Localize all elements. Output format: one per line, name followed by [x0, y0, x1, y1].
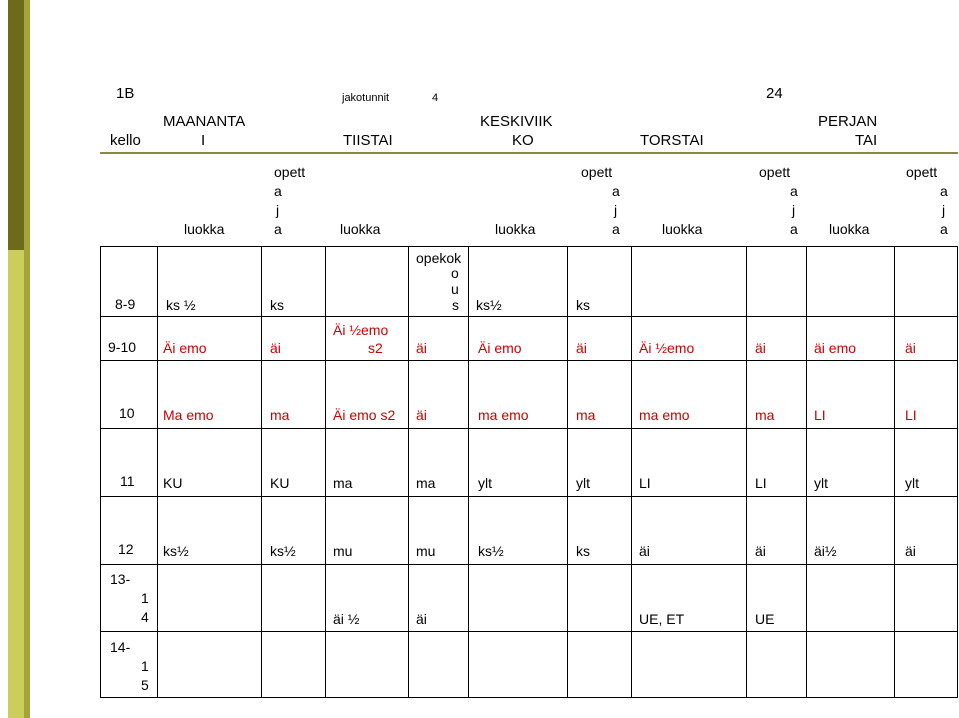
opett-text: a	[790, 183, 798, 199]
opekokous-text: o	[451, 265, 459, 281]
opett-text: opett	[581, 164, 613, 180]
thursday-header: TORSTAI	[640, 132, 704, 149]
opett-text: a	[274, 183, 282, 199]
luokka-mon: luokka	[184, 221, 225, 237]
cell-r6-c8: UE	[755, 611, 775, 627]
cell-r3-c7: ma emo	[639, 407, 690, 423]
cell-r3-c4: äi	[416, 407, 427, 423]
cell-r5-c9: äi½	[814, 543, 837, 559]
time-text: 1	[141, 658, 149, 674]
jakotunnit-label: jakotunnit	[342, 92, 390, 104]
cell-r5-c8: äi	[755, 543, 766, 559]
cell-r5-c1: ks½	[163, 543, 189, 559]
cell-r3-c9: LI	[814, 407, 826, 423]
cell-r4-c8: LI	[755, 475, 767, 491]
cell-r5-c5: ks½	[478, 543, 504, 559]
time-text: 14-	[110, 639, 131, 655]
cell-r3-c10: LI	[905, 407, 917, 423]
cell-r6-c7: UE, ET	[639, 611, 685, 627]
grid-line	[100, 246, 958, 247]
monday-header-1: MAANANTA	[163, 113, 246, 130]
cell-r5-c4: mu	[416, 543, 436, 559]
grid-line	[567, 246, 568, 698]
grid-line	[100, 631, 958, 632]
wednesday-header-2: KO	[512, 132, 534, 149]
grid-line	[100, 697, 958, 698]
cell-r3-c5: ma emo	[478, 407, 529, 423]
grid-line	[100, 246, 101, 698]
time-10: 10	[119, 405, 135, 421]
cell-r6-c4: äi	[416, 611, 427, 627]
opett-text: j	[276, 202, 280, 218]
cell-r5-c10: äi	[905, 543, 916, 559]
luokka-thu: luokka	[662, 221, 703, 237]
total-hours: 24	[766, 85, 783, 102]
cell-r2-c2: äi	[270, 340, 281, 356]
time-text: 13-	[110, 571, 131, 587]
grid-line	[157, 246, 158, 698]
cell-r4-c10: ylt	[905, 475, 919, 491]
kello-header: kello	[110, 132, 141, 149]
time-text: 1	[141, 590, 149, 606]
cell-r3-c2: ma	[270, 407, 290, 423]
cell-r5-c6: ks	[576, 543, 590, 559]
opett-text: opett	[906, 164, 938, 180]
opett-text: a	[940, 221, 948, 237]
opekokous-text: opekok	[416, 250, 462, 266]
decor-stripe-thin	[24, 0, 30, 718]
wednesday-header-1: KESKIVIIK	[480, 113, 553, 130]
grid-line	[261, 246, 262, 698]
cell-r4-c6: ylt	[576, 475, 590, 491]
opett-text: opett	[759, 164, 791, 180]
cell-r1-c5: ks	[576, 297, 590, 313]
opett-text: a	[612, 221, 620, 237]
monday-header-2: I	[201, 132, 206, 149]
grid-line	[100, 564, 958, 565]
opett-text: opett	[274, 164, 306, 180]
friday-header-1: PERJAN	[818, 113, 878, 130]
time-12: 12	[118, 541, 134, 557]
time-11: 11	[120, 473, 135, 489]
cell-r2-c5: Äi emo	[478, 340, 522, 356]
cell-r4-c3: ma	[333, 475, 353, 491]
cell-r2-c10: äi	[905, 340, 916, 356]
grid-line	[806, 246, 807, 698]
grid-line	[957, 246, 958, 698]
jakotunnit-value: 4	[432, 92, 439, 104]
luokka-tue: luokka	[340, 221, 381, 237]
cell-r4-c9: ylt	[814, 475, 828, 491]
cell-r2-c7: Äi ½emo	[639, 340, 695, 356]
cell-r2-c4: äi	[416, 340, 427, 356]
cell-r4-c1: KU	[163, 475, 183, 491]
time-text: 5	[141, 677, 149, 693]
grid-line	[325, 246, 326, 698]
luokka-wed: luokka	[495, 221, 536, 237]
cell-r1-c2: ks	[270, 297, 284, 313]
opett-text: a	[790, 221, 798, 237]
cell-r4-c7: LI	[639, 475, 651, 491]
cell-r6-c3: äi ½	[333, 611, 360, 627]
opett-text: a	[274, 221, 282, 237]
opett-text: j	[942, 202, 946, 218]
cell-r1-c1: ks ½	[166, 297, 196, 313]
grid-line	[746, 246, 747, 698]
cell-r4-c5: ylt	[478, 475, 492, 491]
opett-text: j	[614, 202, 618, 218]
cell-r5-c3: mu	[333, 543, 353, 559]
cell-r2-c1: Äi emo	[163, 340, 207, 356]
header-divider	[100, 152, 958, 154]
tuesday-header: TIISTAI	[343, 132, 393, 149]
opett-text: j	[792, 202, 796, 218]
time-8-9: 8-9	[115, 296, 136, 312]
grid-line	[100, 316, 958, 317]
grid-line	[100, 428, 958, 429]
opekokous-text: s	[452, 297, 459, 313]
grid-line	[408, 246, 409, 698]
cell-r3-c3: Äi emo s2	[333, 407, 396, 423]
cell-r3-c6: ma	[576, 407, 596, 423]
opett-text: a	[940, 183, 948, 199]
cell-r2-c3b: s2	[368, 340, 383, 356]
grid-line	[631, 246, 632, 698]
cell-r4-c2: KU	[270, 475, 290, 491]
opett-text: a	[612, 183, 620, 199]
cell-r4-c4: ma	[416, 475, 436, 491]
cell-r5-c2: ks½	[270, 543, 296, 559]
decor-stripe-dark	[8, 0, 24, 250]
luokka-fri: luokka	[829, 221, 870, 237]
class-name: 1B	[116, 85, 135, 102]
cell-r2-c9: äi emo	[814, 340, 857, 356]
friday-header-2: TAI	[855, 132, 878, 149]
cell-r3-c8: ma	[755, 407, 775, 423]
cell-r1-c4: ks½	[476, 297, 502, 313]
grid-line	[100, 360, 958, 361]
time-text: 4	[141, 609, 149, 625]
cell-r5-c7: äi	[639, 543, 650, 559]
grid-line	[894, 246, 895, 698]
cell-r2-c8: äi	[755, 340, 766, 356]
grid-line	[100, 496, 958, 497]
decor-stripe-light	[8, 250, 24, 718]
grid-line	[468, 246, 469, 698]
cell-r2-c3a: Äi ½emo	[333, 322, 389, 338]
cell-r2-c6: äi	[576, 340, 587, 356]
time-9-10: 9-10	[108, 339, 137, 355]
opekokous-text: u	[451, 281, 459, 297]
cell-r3-c1: Ma emo	[163, 407, 214, 423]
left-margin	[0, 0, 8, 718]
